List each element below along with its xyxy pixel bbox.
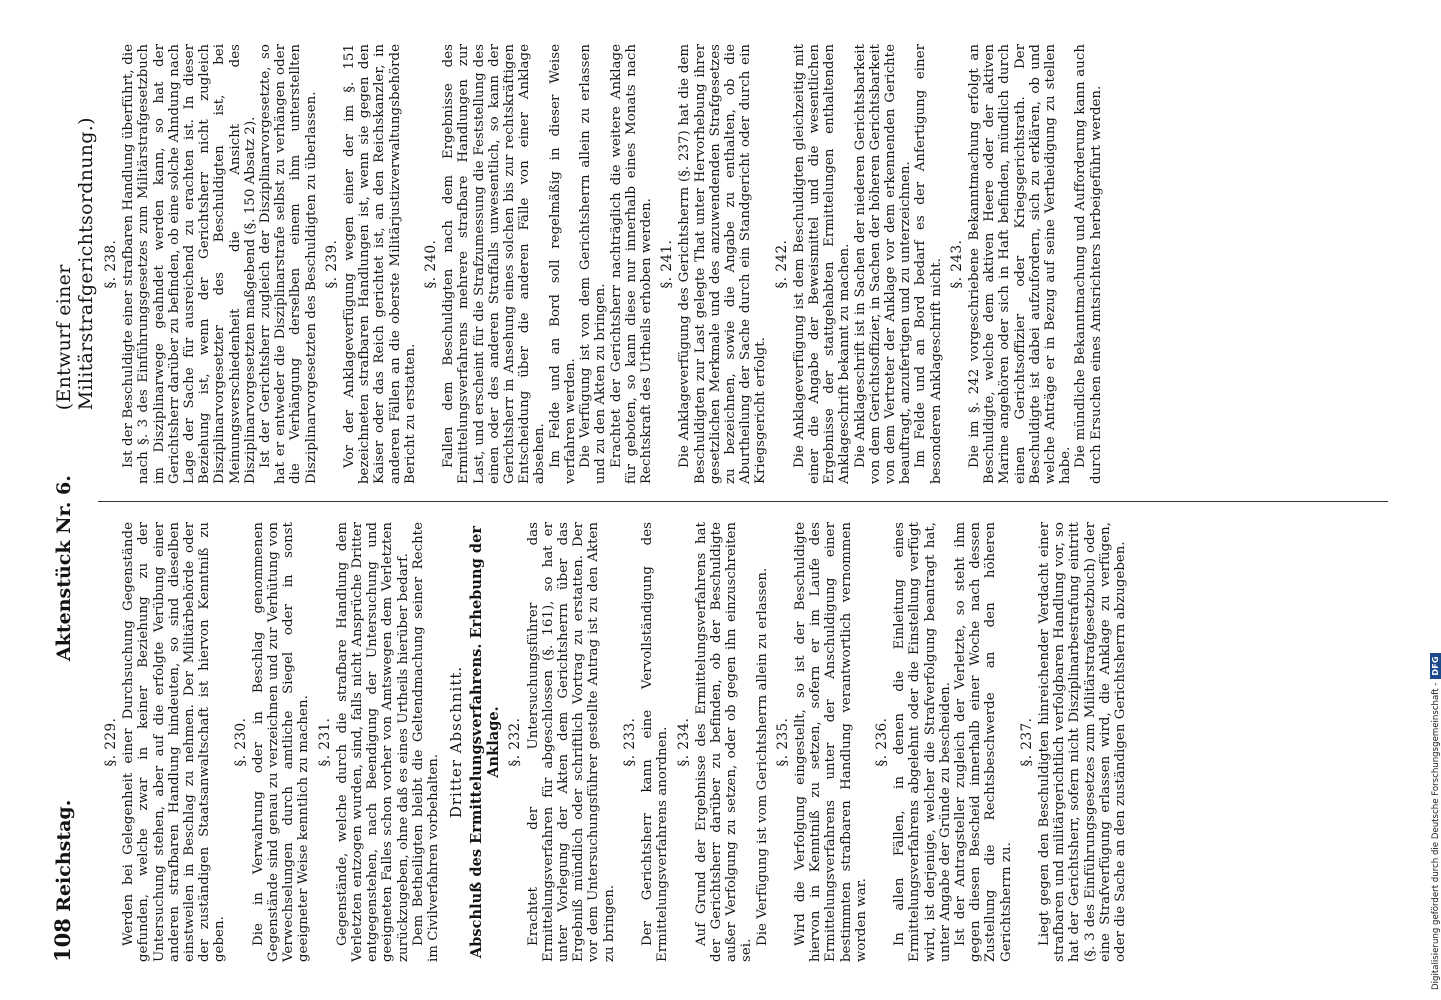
paragraph: Die in Verwahrung oder in Beschlag genommenen Gegenstände sind genau zu verzeichnen und zur Verhütung von Verwechselungen durch amtliche Siegel oder in sonst geeigneter Weise kenntlich zu machen. bbox=[250, 522, 312, 962]
column-divider bbox=[98, 501, 1388, 502]
section-heading: §. 231. bbox=[316, 717, 333, 767]
paragraph: Im Felde und an Bord bedarf es der Anfertigung einer besonderen Anklageschrift nicht. bbox=[913, 44, 944, 484]
header-left-title: Reichstag. bbox=[53, 799, 75, 912]
left-column bbox=[98, 522, 1128, 962]
paragraph: Ist der Beschuldigte einer strafbaren Handlung überführt, die nach §. 3 des Einführungsgesetzes zum Militärstrafgesetzbuch im Disziplinarwege geahndet werden kann, so hat der Gerichtsherr darüber zu befinden, ob eine solche Ahndung nach Lage der Sache für ausreichend zu erachten ist. In dieser Beziehung ist, wenn der Gerichtsherr nicht zugleich Disziplinarvorgesetzter des Beschuldigten ist, bei Meinungsverschiedenheit die Ansicht des Disziplinarvorgesetzten maßgebend (§. 150 Absatz 2). bbox=[121, 44, 258, 484]
page-number: 108 bbox=[50, 918, 75, 962]
dfg-logo: DFG bbox=[1430, 653, 1441, 679]
section-heading: §. 238. bbox=[103, 239, 119, 289]
section-heading: §. 242. bbox=[773, 239, 790, 289]
paragraph: Die Anklageschrift ist in Sachen der niederen Gerichtsbarkeit von dem Gerichtsoffizier, in Sachen der höheren Gerichtsbarkeit von dem Vertreter der Anklage vor dem erkennenden Gerichte beauftragt, anzufertigen und zu unterzeichnen. bbox=[852, 44, 914, 484]
section-heading: §. 236. bbox=[873, 717, 890, 767]
section-heading: §. 235. bbox=[774, 717, 791, 767]
section-heading: §. 241. bbox=[659, 239, 676, 289]
paragraph: Die Anklageverfügung ist dem Beschuldigten gleichzeitig mit einer die Angabe der Beweismittel und die wesentlichen Ergebnisse der stattgehabten Ermittelungen enthaltenden Anklageschrift bekannt zu machen. bbox=[791, 44, 853, 484]
section-heading: §. 229. bbox=[103, 717, 119, 767]
chapter-title: Dritter Abschnitt. bbox=[447, 665, 466, 819]
paragraph: Die mündliche Bekanntmachung und Aufforderung kann auch durch Ersuchen eines Amtsrichters herbeigeführt werden. bbox=[1073, 44, 1104, 484]
paragraph: Im Felde und an Bord soll regelmäßig in dieser Weise verfahren werden. bbox=[547, 44, 578, 484]
paragraph: Die Verfügung ist von dem Gerichtsherrn allein zu erlassen und zu den Akten zu bringen. bbox=[578, 44, 609, 484]
section-heading: §. 243. bbox=[948, 239, 965, 289]
paragraph: Erachtet der Gerichtsherr nachträglich die weitere Anklage für geboten, so kann diese nur innerhalb eines Monats nach Rechtskraft des Urtheils erhoben werden. bbox=[608, 44, 654, 484]
section-heading: §. 234. bbox=[675, 717, 692, 767]
section-heading: §. 239. bbox=[323, 239, 340, 289]
paragraph: Erachtet der Untersuchungsführer das Ermittelungsverfahren für abgeschlossen (§. 161), so hat er unter Vorlegung der Akten dem Gerichtsherrn über das Ergebniß mündlich oder schriftlich Vortrag zu erstatten. Der vor dem Untersuchungsführer gestellte Antrag ist zu den Akten zu bringen. bbox=[525, 522, 617, 962]
paragraph: Ist der Antragsteller zugleich der Verletzte, so steht ihm gegen diesen Bescheid innerhalb einer Woche nach dessen Zustellung die Rechtsbeschwerde an den höheren Gerichtsherrn zu. bbox=[952, 522, 1014, 962]
page-header bbox=[50, 38, 97, 962]
paragraph: Dem Betheiligten bleibt die Geltendmachung seiner Rechte im Civilverfahren vorbehalten. bbox=[410, 522, 442, 962]
section-heading: §. 232. bbox=[507, 717, 524, 767]
caption-text: Digitalisierung gefördert durch die Deutsche Forschungsgemeinschaft - bbox=[1430, 682, 1441, 990]
paragraph: Vor der Anklageverfügung wegen einer der im §. 151 bezeichneten strafbaren Handlungen ist, wenn sie gegen den Kaiser oder das Reich gerichtet ist, an den Reichskanzler, in anderen Fällen an die oberste Militärjustizverwaltungsbehörde Bericht zu erstatten. bbox=[342, 44, 418, 484]
section-heading: §. 230. bbox=[232, 717, 249, 767]
paragraph: Fallen dem Beschuldigten nach dem Ergebnisse des Ermittelungsverfahrens mehrere strafbare Handlungen zur Last, und erscheint für die Strafzumessung die Feststellung des einen oder des anderen Straffalls unwesentlich, so kann der Gerichtsherr in Ansehung eines solchen bis zur rechtskräftigen Entscheidung über die anderen Fälle von einer Anklage absehen. bbox=[441, 44, 548, 484]
paragraph: Die im §. 242 vorgeschriebene Bekanntmachung erfolgt an Beschuldigte, welche dem aktiven Heere oder der aktiven Marine angehören oder sich in Haft befinden, mündlich durch einen Gerichtsoffizier oder Kriegsgerichtsrath. Der Beschuldigte ist dabei aufzufordern, sich zu erklären, ob und welche Anträge er in Bezug auf seine Vertheidigung zu stellen habe. bbox=[966, 44, 1074, 484]
digitization-caption bbox=[1430, 653, 1441, 990]
header-subject: (Entwurf einer Militärstrafgerichtsordnung.) bbox=[53, 117, 97, 411]
right-column bbox=[98, 44, 1128, 484]
paragraph: Ist der Gerichtsherr zugleich der Disziplinarvorgesetzte, so hat er entweder die Disziplinarstrafe selbst zu verhängen oder die Verhängung derselben einem ihm unterstellten Disziplinarvorgesetzten des Beschuldigten zu überlassen. bbox=[258, 44, 319, 484]
paragraph: Wird die Verfolgung eingestellt, so ist der Beschuldigte hiervon in Kenntniß zu setzen, sofern er im Laufe des Ermittelungsverfahrens unter der Anschuldigung einer bestimmten strafbaren Handlung verantwortlich vernommen worden war. bbox=[792, 522, 869, 962]
chapter-subtitle: Abschluß des Ermittelungsverfahrens. Erhebung der Anklage. bbox=[468, 525, 503, 959]
paragraph: In allen Fällen, in denen die Einleitung eines Ermittelungsverfahrens abgelehnt oder die Einstellung verfügt wird, ist derjenige, welcher die Strafverfolgung beantragt hat, unter Angabe der Gründe zu bescheiden. bbox=[892, 522, 953, 962]
header-document-number: Aktenstück Nr. 6. bbox=[53, 475, 75, 662]
document-page bbox=[40, 24, 1404, 976]
text-columns bbox=[98, 38, 1128, 962]
paragraph: Auf Grund der Ergebnisse des Ermittelungsverfahrens hat der Gerichtsherr darüber zu befinden, ob der Beschuldigte außer Verfolgung zu setzen, oder ob gegen ihn einzuschreiten sei. bbox=[693, 522, 755, 962]
paragraph: Die Verfügung ist vom Gerichtsherrn allein zu erlassen. bbox=[754, 567, 770, 946]
paragraph: Die Anklageverfügung des Gerichtsherrn (§. 237) hat die dem Beschuldigten zur Last gelegte That unter Hervorhebung ihrer gesetzlichen Merkmale und des anzuwendenden Strafgesetzes zu bezeichnen, sowie die Angabe zu enthalten, ob die Aburtheilung der Sache durch ein Standgericht oder durch ein Kriegsgericht erfolgt. bbox=[677, 44, 769, 484]
section-heading: §. 240. bbox=[423, 239, 440, 289]
paragraph: Gegenstände, welche durch die strafbare Handlung dem Verletzten entzogen wurden, sind, falls nicht Ansprüche Dritter entgegenstehen, nach Beendigung der Untersuchung und geeigneten Falles schon vorher von Amtswegen dem Verletzten zurückzugeben, ohne daß es eines Urtheils hierüber bedarf. bbox=[334, 522, 411, 962]
section-heading: §. 233. bbox=[621, 717, 638, 767]
paragraph: Werden bei Gelegenheit einer Durchsuchung Gegenstände gefunden, welche zwar in keiner Beziehung zu der Untersuchung stehen, aber auf die erfolgte Verübung einer anderen strafbaren Handlung hindeuten, so sind dieselben einstweilen in Beschlag zu nehmen. Der Militärbehörde oder der zuständigen Staatsanwaltschaft ist hiervon Kenntniß zu geben. bbox=[121, 522, 228, 962]
paragraph: Liegt gegen den Beschuldigten hinreichender Verdacht einer strafbaren und militärgerichtlich verfolgbaren Handlung vor, so hat der Gerichtsherr, sofern nicht Disziplinarbestrafung eintritt (§. 3 des Einführungsgesetzes zum Militärstrafgesetzbuch) oder eine Strafverfügung erlassen wird, die Anklage zu verfügen, oder die Sache an den zuständigen Gerichtsherrn abzugeben. bbox=[1036, 522, 1128, 962]
paragraph: Der Gerichtsherr kann eine Vervollständigung des Ermittelungsverfahrens anordnen. bbox=[640, 522, 671, 962]
section-heading: §. 237. bbox=[1018, 717, 1035, 767]
